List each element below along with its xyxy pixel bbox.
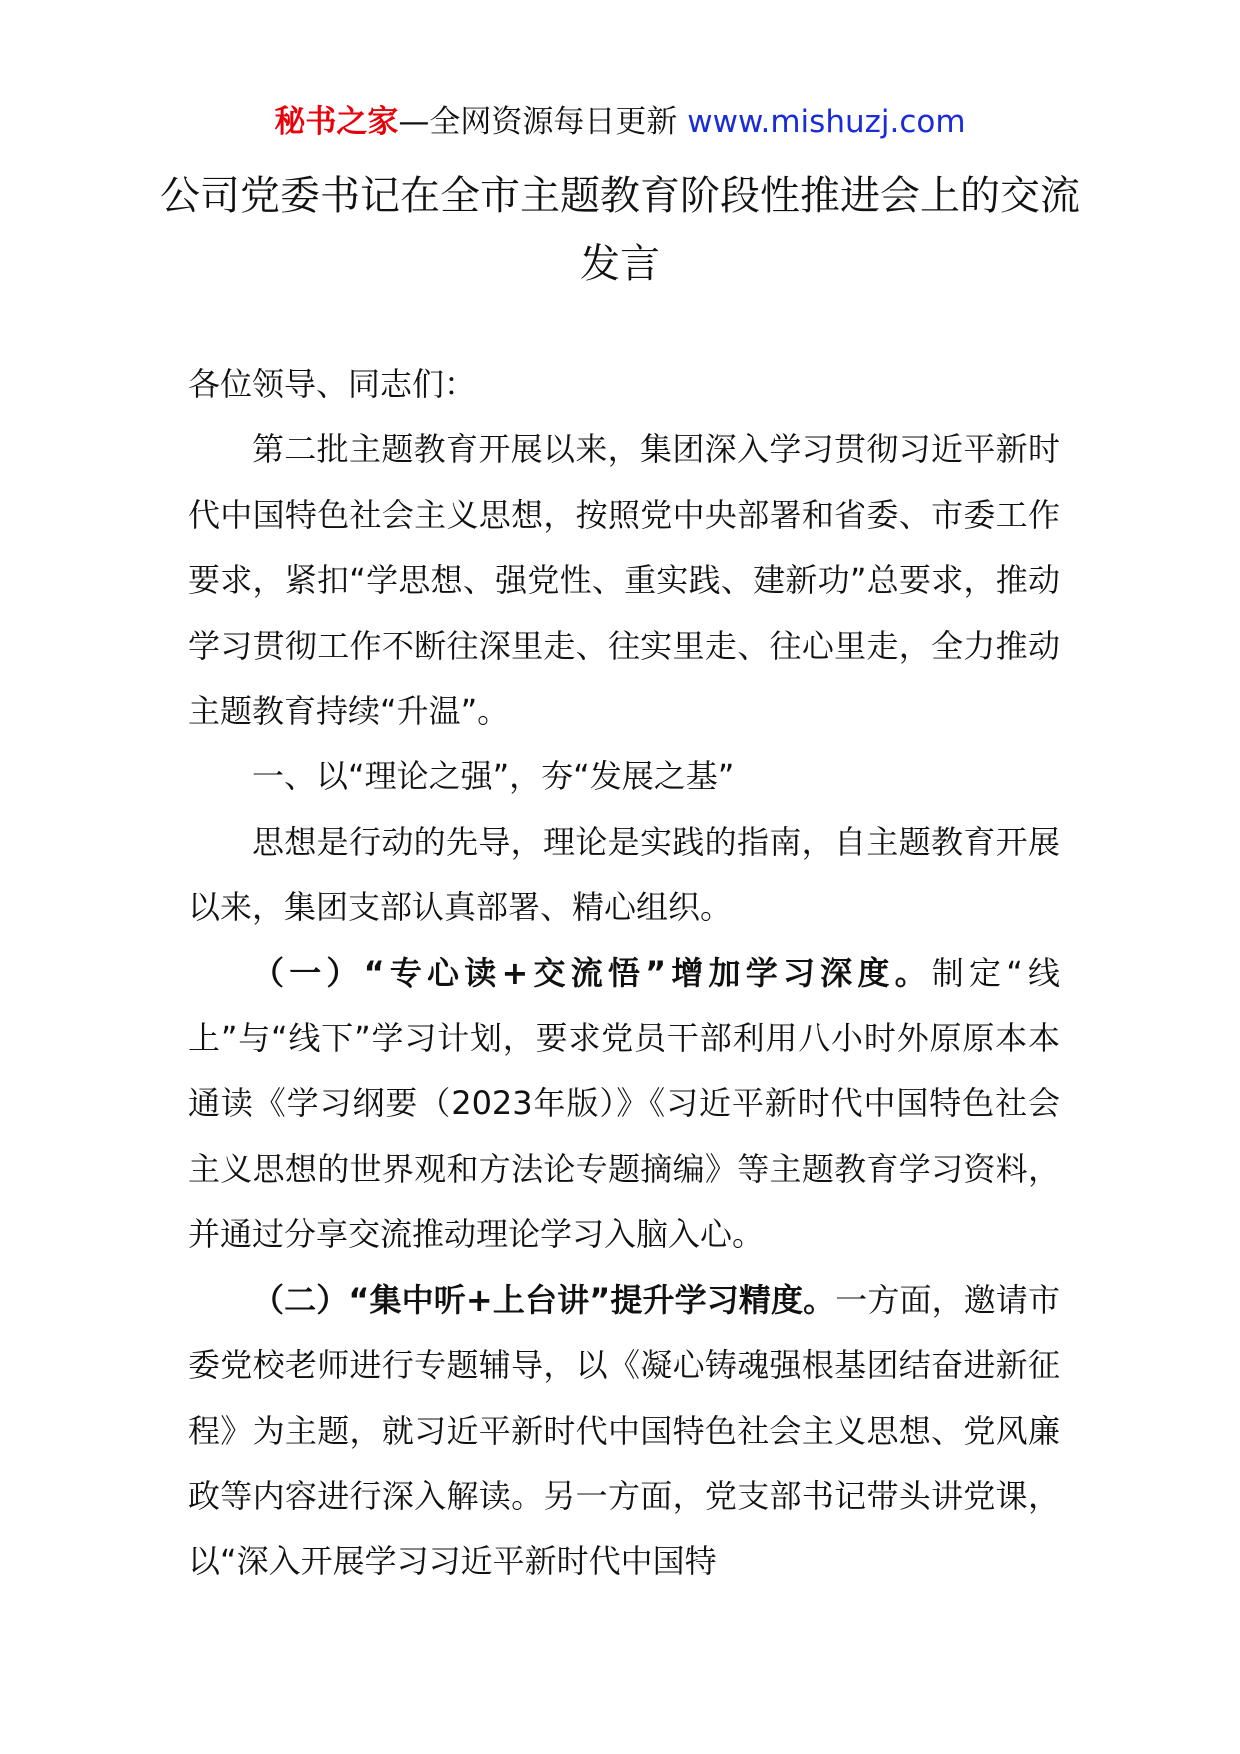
item-heading-1: （一）“专心读+交流悟”增加学习深度。 (252, 953, 932, 992)
document-title: 公司党委书记在全市主题教育阶段性推进会上的交流发言 (160, 173, 1080, 287)
intro-paragraph: 第二批主题教育开展以来，集团深入学习贯彻习近平新时代中国特色社会主义思想，按照党中央部署和省委、市委工作要求，紧扣“学思想、强党性、重实践、建新功”总要求，推动学习贯彻工作不断往深里走、往实里走、往心里走，全力推动主题教育持续“升温”。 (188, 430, 1060, 731)
item-paragraph-2 (188, 1268, 1060, 1595)
document-body (188, 352, 1060, 1595)
brand-name: 秘书之家 (274, 104, 399, 140)
header-tagline: —全网资源每日更新 (398, 104, 688, 140)
header-banner (0, 100, 1240, 144)
item-paragraph-1 (188, 941, 1060, 1268)
salutation: 各位领导、同志们： (188, 365, 477, 403)
item-body-1: 制定“线上”与“线下”学习计划，要求党员干部利用八小时外原原本本通读《学习纲要（2023年版）》《习近平新时代中国特色社会主义思想的世界观和方法论专题摘编》等主题教育学习资料，并通过分享交流推动理论学习入脑入心。 (188, 953, 1060, 1254)
site-url-link[interactable]: www.mishuzj.com (687, 104, 966, 140)
item-heading-2: （二）“集中听+上台讲”提升学习精度。 (252, 1280, 836, 1319)
item-body-2: 一方面，邀请市委党校老师进行专题辅导，以《凝心铸魂强根基团结奋进新征程》为主题，就习近平新时代中国特色社会主义思想、党风廉政等内容进行深入解读。另一方面，党支部书记带头讲党课，以“深入开展学习习近平新时代中国特 (188, 1280, 1060, 1581)
section-lead-paragraph: 思想是行动的先导，理论是实践的指南，自主题教育开展以来，集团支部认真部署、精心组织。 (188, 822, 1060, 927)
section-heading: 一、以“理论之强”，夯“发展之基” (252, 757, 735, 796)
